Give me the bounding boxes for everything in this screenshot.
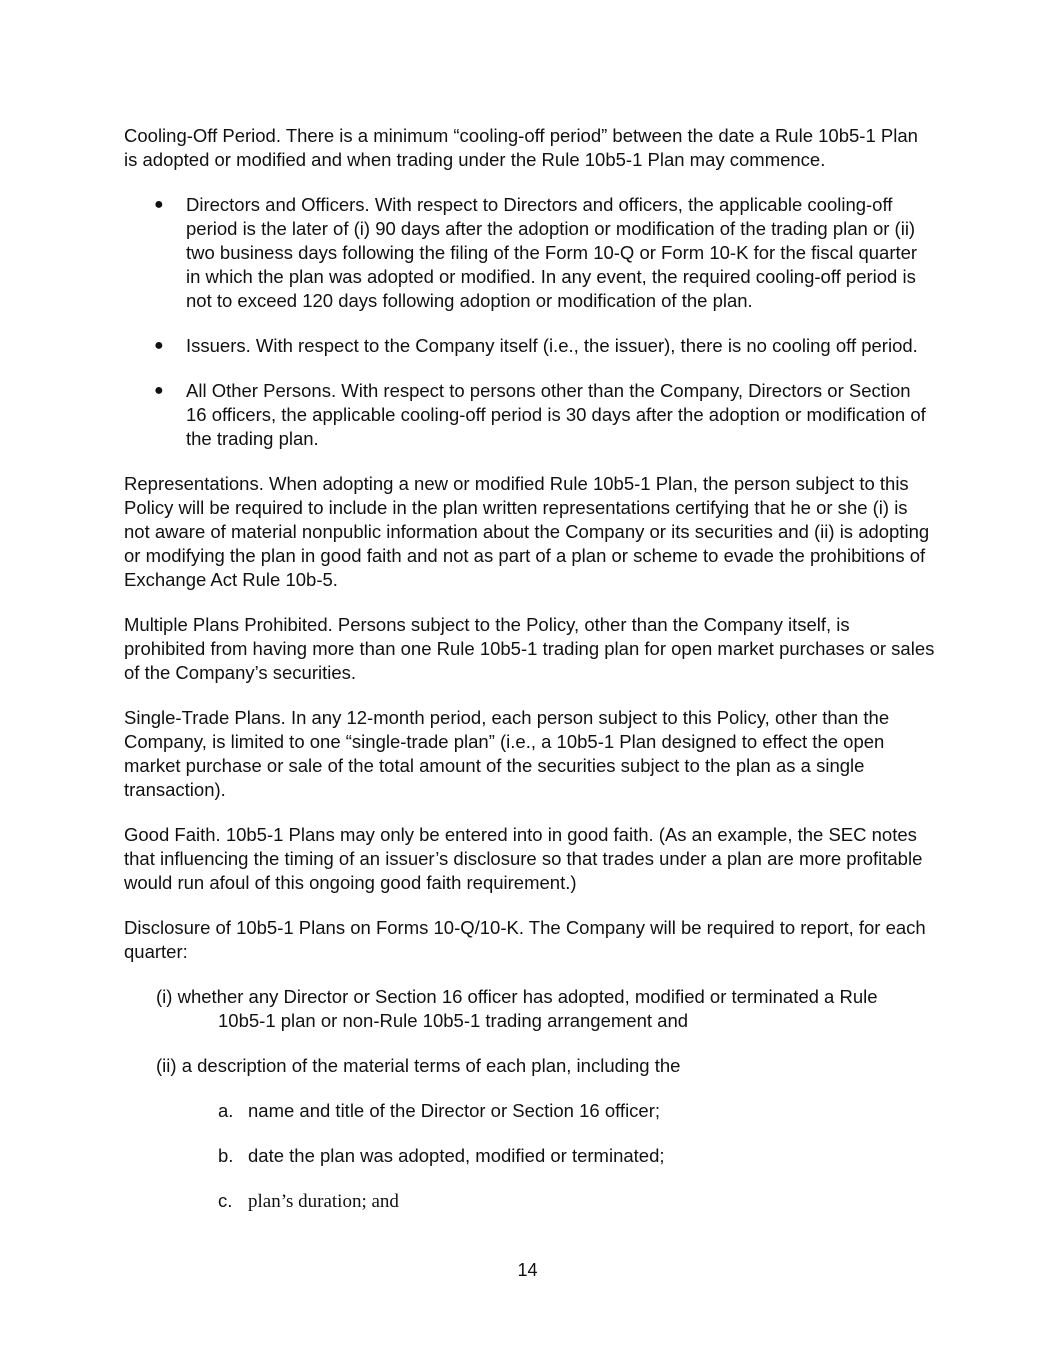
cooling-off-bullet-list xyxy=(124,193,936,451)
sub-item-text: plan’s duration; and xyxy=(248,1191,399,1212)
representations-body: When adopting a new or modified Rule 10b5-1 Plan, the person subject to this Policy will be required to include in the plan written representations certifying that he or she (i) is not aware of material nonpublic information about the Company or its securities and (ii) is adopting or modifying the plan in good faith and not as part of a plan or scheme to evade the prohibitions of Exchange Act Rule 10b-5. xyxy=(124,473,930,590)
sub-item-marker: c. xyxy=(218,1190,233,1211)
numbered-marker: (ii) xyxy=(156,1055,177,1076)
sub-item-text: date the plan was adopted, modified or terminated; xyxy=(248,1145,665,1166)
page-number: 14 xyxy=(517,1260,538,1280)
good-faith-body: 10b5-1 Plans may only be entered into in good faith. (As an example, the SEC notes that influencing the timing of an issuer’s disclosure so that trades under a plan are more profitable would run afoul of this ongoing good faith requirement.) xyxy=(124,824,923,893)
bullet-item-issuers xyxy=(124,334,936,358)
disclosure-heading: Disclosure of 10b5-1 Plans on Forms 10-Q/10-K. xyxy=(124,917,524,938)
bullet-icon: ● xyxy=(154,196,164,213)
bullet-item-other-persons xyxy=(124,379,936,451)
sub-item-b xyxy=(124,1144,936,1168)
representations-paragraph xyxy=(124,472,936,592)
sub-item-a xyxy=(124,1099,936,1123)
cooling-off-body: There is a minimum “cooling-off period” between the date a Rule 10b5-1 Plan is adopted or modified and when trading under the Rule 10b5-1 Plan may commence. xyxy=(124,125,918,170)
good-faith-heading: Good Faith. xyxy=(124,824,221,845)
cooling-off-heading: Cooling-Off Period. xyxy=(124,125,281,146)
document-page xyxy=(124,124,936,1235)
sub-item-marker: a. xyxy=(218,1100,234,1121)
multiple-plans-body: Persons subject to the Policy, other than the Company itself, is prohibited from having more than one Rule 10b5-1 trading plan for open market purchases or sales of the Company’s securities. xyxy=(124,614,935,683)
sub-item-text: name and title of the Director or Section 16 officer; xyxy=(248,1100,661,1121)
bullet-item-directors xyxy=(124,193,936,313)
good-faith-paragraph xyxy=(124,823,936,895)
bullet-icon: ● xyxy=(154,337,164,354)
numbered-marker: (i) xyxy=(156,986,173,1007)
cooling-off-paragraph xyxy=(124,124,936,172)
numbered-text: a description of the material terms of each plan, including the xyxy=(181,1055,681,1076)
disclosure-paragraph xyxy=(124,916,936,964)
representations-heading: Representations. xyxy=(124,473,264,494)
sub-item-marker: b. xyxy=(218,1145,234,1166)
numbered-text-continuation: 10b5-1 plan or non-Rule 10b5-1 trading arrangement and xyxy=(218,1010,689,1031)
bullet-text: With respect to persons other than the Company, Directors or Section 16 officers, the applicable cooling-off period is 30 days after the adoption or modification of the trading plan. xyxy=(186,380,926,449)
disclosure-body: The Company will be required to report, for each quarter: xyxy=(124,917,926,962)
bullet-heading: Directors and Officers. xyxy=(186,194,370,215)
bullet-text: With respect to Directors and officers, the applicable cooling-off period is the later of (i) 90 days after the adoption or modification of the trading plan or (ii) two business days following the filing of the Form 10-Q or Form 10-K for the fiscal quarter in which the plan was adopted or modified. In any event, the required cooling-off period is not to exceed 120 days following adoption or modification of the plan. xyxy=(186,194,918,311)
bullet-icon: ● xyxy=(154,382,164,399)
disclosure-item-ii xyxy=(124,1054,936,1078)
single-trade-heading: Single-Trade Plans. xyxy=(124,707,286,728)
multiple-plans-paragraph xyxy=(124,613,936,685)
sub-item-c xyxy=(124,1189,936,1214)
disclosure-item-i xyxy=(124,985,936,1033)
numbered-text: whether any Director or Section 16 officer has adopted, modified or terminated a Rule xyxy=(177,986,878,1007)
multiple-plans-heading: Multiple Plans Prohibited. xyxy=(124,614,333,635)
single-trade-body: In any 12-month period, each person subject to this Policy, other than the Company, is limited to one “single-trade plan” (i.e., a 10b5-1 Plan designed to effect the open market purchase or sale of the total amount of the securities subject to the plan as a single transaction). xyxy=(124,707,890,800)
single-trade-paragraph xyxy=(124,706,936,802)
bullet-text: With respect to the Company itself (i.e., the issuer), there is no cooling off period. xyxy=(255,335,918,356)
bullet-heading: Issuers. xyxy=(186,335,251,356)
bullet-heading: All Other Persons. xyxy=(186,380,337,401)
